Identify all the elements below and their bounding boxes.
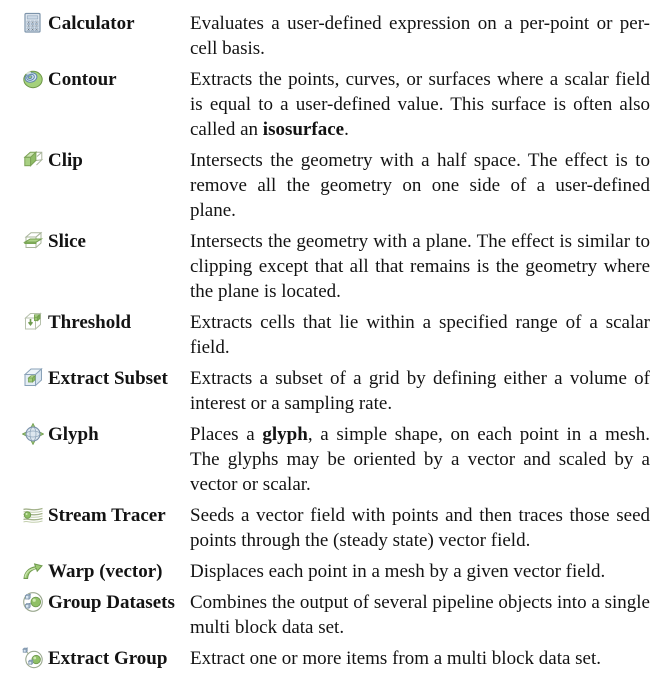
- filter-description: [190, 503, 650, 553]
- filter-name: Extract Subset: [48, 368, 168, 389]
- description-text: Extracts cells that lie within a specified range of a scalar field.: [190, 312, 650, 358]
- filter-name: Calculator: [48, 13, 135, 34]
- filter-name: Extract Group: [48, 648, 168, 669]
- filter-description: [190, 646, 650, 671]
- filter-row: [22, 646, 650, 671]
- description-text: Combines the output of several pipeline objects into a single multi block data set.: [190, 592, 650, 638]
- glyph-icon: [22, 423, 45, 445]
- filter-label-cell: [22, 310, 190, 335]
- description-text: Displaces each point in a mesh by a given vector field.: [190, 561, 606, 582]
- filter-row: [22, 366, 650, 416]
- filter-label-cell: [22, 67, 190, 92]
- filter-label-cell: [22, 366, 190, 391]
- filter-description: [190, 148, 650, 223]
- filter-row: [22, 422, 650, 497]
- filter-label-cell: [22, 646, 190, 671]
- description-text: Seeds a vector field with points and then traces those seed points through the (steady state) vector field.: [190, 505, 650, 551]
- filter-description: [190, 229, 650, 304]
- description-text: Extracts a subset of a grid by defining either a volume of interest or a sampling rate.: [190, 368, 650, 414]
- extract-subset-icon: [22, 367, 45, 389]
- filter-name: Glyph: [48, 424, 99, 445]
- filter-label-cell: [22, 590, 190, 615]
- filter-name: Threshold: [48, 312, 132, 333]
- filter-description: [190, 11, 650, 61]
- filter-row: [22, 11, 650, 61]
- filter-row: [22, 67, 650, 142]
- filter-name: Clip: [48, 150, 83, 171]
- clip-icon: [22, 149, 45, 171]
- contour-icon: [22, 68, 45, 90]
- filter-description: [190, 590, 650, 640]
- threshold-icon: [22, 311, 45, 333]
- description-bold-term: isosurface: [262, 119, 345, 140]
- filter-label-cell: [22, 422, 190, 447]
- filter-name: Stream Tracer: [48, 505, 166, 526]
- filter-label-cell: [22, 229, 190, 254]
- filter-name: Group Datasets: [48, 592, 175, 613]
- filter-row: [22, 229, 650, 304]
- description-text: .: [344, 119, 349, 140]
- filter-row: [22, 310, 650, 360]
- description-text: Evaluates a user-defined expression on a per-point or per-cell basis.: [190, 13, 650, 59]
- filter-label-cell: [22, 503, 190, 528]
- filter-name: Warp (vector): [48, 561, 163, 582]
- filter-row: [22, 503, 650, 553]
- filter-label-cell: [22, 11, 190, 36]
- filter-name: Slice: [48, 231, 86, 252]
- description-text: Intersects the geometry with a plane. The effect is similar to clipping except that all that remains is the geometry where the plane is located.: [190, 231, 650, 302]
- extract-group-icon: [22, 647, 45, 669]
- filter-description: [190, 310, 650, 360]
- stream-tracer-icon: [22, 504, 45, 526]
- description-text: Places a: [190, 424, 263, 445]
- description-bold-term: glyph: [262, 424, 308, 445]
- filter-row: [22, 559, 650, 584]
- filter-row: [22, 590, 650, 640]
- filter-name: Contour: [48, 69, 117, 90]
- description-text: , a simple shape, on each point in a mesh. The glyphs may be oriented by a vector and scaled by a vector or scalar.: [190, 424, 650, 495]
- calculator-icon: [22, 12, 45, 34]
- filter-label-cell: [22, 148, 190, 173]
- description-text: Extract one or more items from a multi block data set.: [190, 648, 602, 669]
- warp-vector-icon: [22, 560, 45, 582]
- filter-description: [190, 422, 650, 497]
- description-text: Intersects the geometry with a half space. The effect is to remove all the geometry on one side of a user-defined plane.: [190, 150, 650, 221]
- filter-description: [190, 366, 650, 416]
- filter-label-cell: [22, 559, 190, 584]
- group-datasets-icon: [22, 591, 45, 613]
- description-text: Extracts the points, curves, or surfaces where a scalar field is equal to a user-defined value. This surface is often also called an: [190, 69, 650, 140]
- filter-row: [22, 148, 650, 223]
- filter-description: [190, 67, 650, 142]
- filter-description: [190, 559, 650, 584]
- slice-icon: [22, 230, 45, 252]
